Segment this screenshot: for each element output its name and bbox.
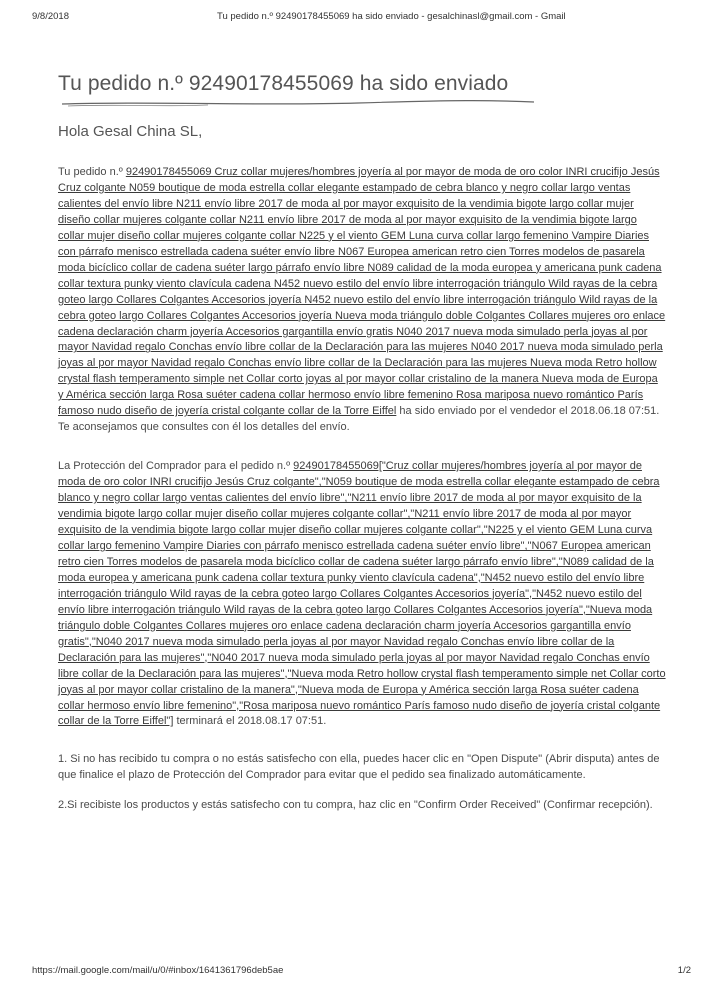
greeting: Hola Gesal China SL, (58, 123, 203, 140)
protection-suffix: terminará el 2018.08.17 07:51. (173, 715, 327, 728)
order-suffix: ha sido enviado por el vendedor el 2018.06.18 07:51. Te aconsejamos que consultes con él los detalles del envío. (58, 405, 660, 434)
print-date: 9/8/2018 (32, 11, 69, 22)
instruction-1: 1. Si no has recibido tu compra o no estás satisfecho con ella, puedes hacer clic en "Open Dispute" (Abrir disputa) antes de que finalice el plazo de Protección del Comprador para evitar que el pedido sea finalizado automáticamente. (58, 753, 660, 782)
order-link[interactable]: 92490178455069 Cruz collar mujeres/hombres joyería al por mayor de moda de oro color INRI crucifijo Jesús Cruz colgante N059 boutique de moda estrella collar elegante estampado de cebra blanco y negro collar largo ventas calientes del envío libre N211 envío libre 2017 de moda al por mayor exquisito de la vendimia bigote largo collar mujer diseño collar mujeres colgante collar N211 envío libre 2017 de moda al por mayor exquisito de la vendimia bigote largo collar mujer diseño collar mujeres colgante collar N225 y el viento GEM Luna curva collar largo femenino Vampire Diaries con párrafo menisco estrellada cadena suéter envío libre N067 Europea american retro cien Torres modelos de pasarela moda bicíclico collar de cadena suéter largo párrafo envío libre N089 calidad de la moda europea y americana punk cadena collar textura punky viento clavícula cadena N452 nuevo estilo del envío libre interrogación triángulo Wild rayas de la cebra goteo largo Collares Colgantes Accesorios joyería N452 nuevo estilo del envío libre interrogación triángulo Wild rayas de la cebra goteo largo Collares Colgantes Accesorios joyería Nueva moda triángulo doble Colgantes Collares mujeres oro enlace cadena declaración charm joyería Accesorios gargantilla envío gratis N040 2017 nueva moda simulado perla joyas al por mayor Navidad regalo Conchas envío libre collar de la Declaración para las mujeres N040 2017 nueva moda simulado perla joyas al por mayor Navidad regalo Conchas envío libre collar de la Declaración para las mujeres Nueva moda Retro hollow crystal flash temperamento simple net Collar corto joyas al por mayor collar cristalino de la manera Nueva moda de Europa y América sección larga Rosa suéter cadena collar hermoso envío libre femenino Rosa mariposa nuevo romántico París famoso nudo diseño de joyería cristal colgante collar de la Torre Eiffel (58, 166, 666, 418)
order-shipped-paragraph (58, 165, 666, 436)
protection-prefix: La Protección del Comprador para el pedido n.º (58, 460, 294, 473)
page-number: 1/2 (677, 965, 691, 976)
buyer-protection-paragraph (58, 459, 666, 730)
protection-order-link[interactable]: 92490178455069["Cruz collar mujeres/hombres joyería al por mayor de moda de oro color INRI crucifijo Jesús Cruz colgante","N059 boutique de moda estrella collar elegante estampado de cebra blanco y negro collar largo ventas calientes del envío libre","N211 envío libre 2017 de moda al por mayor exquisito de la vendimia bigote largo collar mujer diseño collar mujeres colgante collar","N211 envío libre 2017 de moda al por mayor exquisito de la vendimia bigote largo collar mujer diseño collar mujeres colgante collar","N225 y el viento GEM Luna curva collar largo femenino Vampire Diaries con párrafo menisco estrellada cadena suéter envío libre","N067 Europea american retro cien Torres modelos de pasarela moda bicíclico collar de cadena suéter largo párrafo envío libre","N089 calidad de la moda europea y americana punk cadena collar textura punky viento clavícula cadena","N452 nuevo estilo del envío libre interrogación triángulo Wild rayas de la cebra goteo largo Collares Colgantes Accesorios joyería","N452 nuevo estilo del envío libre interrogación triángulo Wild rayas de la cebra goteo largo Collares Colgantes Accesorios joyería","Nueva moda triángulo doble Colgantes Collares mujeres oro enlace cadena declaración charm joyería Accesorios gargantilla envío gratis","N040 2017 nueva moda simulado perla joyas al por mayor Navidad regalo Conchas envío libre collar de la Declaración para las mujeres","N040 2017 nueva moda simulado perla joyas al por mayor Navidad regalo Conchas envío libre collar de la Declaración para las mujeres","Nueva moda Retro hollow crystal flash temperamento simple net Collar corto joyas al por mayor collar cristalino de la manera","Nueva moda de Europa y América sección larga Rosa suéter cadena collar hermoso envío libre femenino","Rosa mariposa nuevo romántico París famoso nudo diseño de joyería cristal colgante collar de la Torre Eiffel"] (58, 460, 666, 728)
print-url: https://mail.google.com/mail/u/0/#inbox/1641361796deb5ae (32, 965, 284, 976)
email-subject: Tu pedido n.º 92490178455069 ha sido enviado (58, 72, 509, 95)
email-body (58, 72, 666, 814)
handwritten-underline (58, 97, 538, 109)
instruction-2: 2.Si recibiste los productos y estás satisfecho con tu compra, haz clic en "Confirm Order Received" (Confirmar recepción). (58, 799, 653, 812)
print-page-title: Tu pedido n.º 92490178455069 ha sido enviado - gesalchinasl@gmail.com - Gmail (217, 11, 566, 22)
order-prefix: Tu pedido n.º (58, 166, 126, 178)
